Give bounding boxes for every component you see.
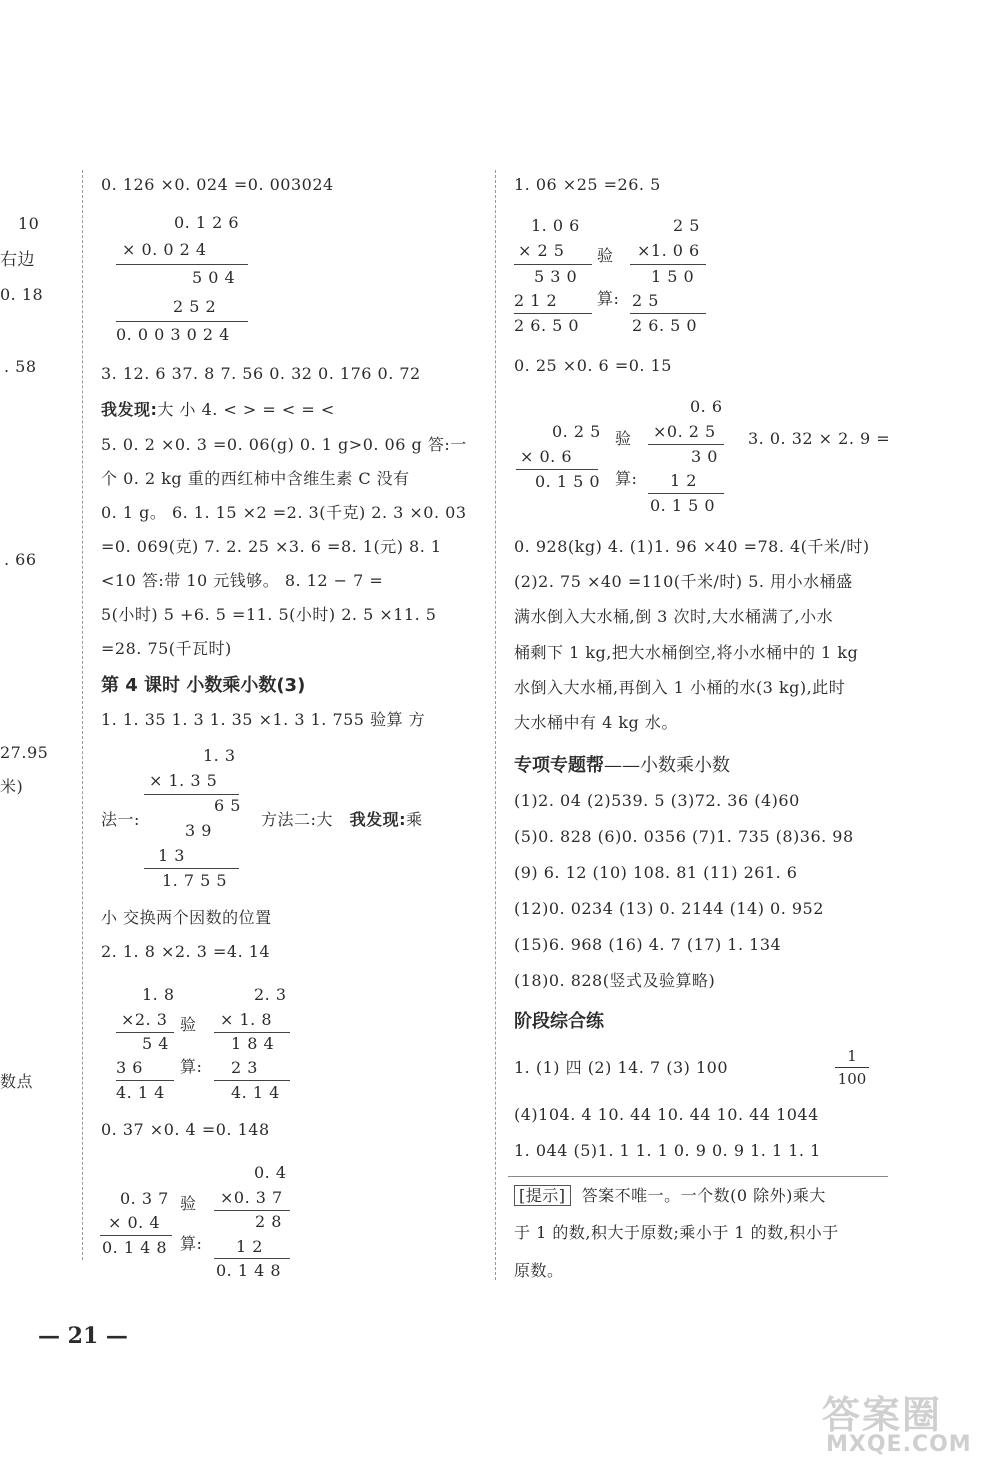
heading-sub: ——小数乘小数 <box>604 755 730 776</box>
vertical-calc-line: 1. 0 6 <box>531 216 580 235</box>
calc-rule <box>116 321 248 322</box>
answer-line: (1)2. 04 (2)539. 5 (3)72. 36 (4)60 <box>514 791 800 810</box>
answer-line: <10 答:带 10 元钱够。 8. 12 − 7 = <box>101 571 384 590</box>
vertical-calc-line: × 0. 4 <box>108 1213 161 1232</box>
answer-line: 水倒入大水桶,再倒入 1 小桶的水(3 kg),此时 <box>514 678 846 697</box>
vertical-calc-line: 0. 1 4 8 <box>216 1261 282 1280</box>
answer-line: 5(小时) 5 +6. 5 =11. 5(小时) 2. 5 ×11. 5 <box>101 605 437 624</box>
vertical-calc-line: 1. 7 5 5 <box>162 871 228 890</box>
vertical-calc-line: 5 0 4 <box>192 268 236 287</box>
page-number: — 21 — <box>38 1323 128 1349</box>
calc-rule <box>116 264 248 265</box>
vertical-calc-line: 2 8 <box>255 1212 282 1231</box>
equation: 0. 25 ×0. 6 =0. 15 <box>514 356 672 375</box>
vertical-calc-line: 3 6 <box>116 1058 143 1077</box>
watermark-logo: 答案圈 <box>822 1393 943 1437</box>
answer-line: 个 0. 2 kg 重的西红柿中含维生素 C 没有 <box>101 469 410 488</box>
fraction-numerator: 1 <box>847 1047 857 1065</box>
vertical-calc-line: × 0. 6 <box>520 447 573 466</box>
calc-rule <box>514 313 592 314</box>
answer-line: 1. 1. 35 1. 3 1. 35 ×1. 3 1. 755 验算 方 <box>101 710 426 729</box>
discovery-label: 我发现: <box>101 400 158 419</box>
vertical-calc-line: 0. 3 7 <box>120 1189 169 1208</box>
margin-text: . 66 <box>4 550 37 569</box>
vertical-calc-line: × 0. 0 2 4 <box>122 240 207 259</box>
tip-line: 原数。 <box>514 1261 564 1280</box>
calc-rule <box>630 264 706 265</box>
answer-line: (18)0. 828(竖式及验算略) <box>514 971 716 990</box>
vertical-calc-line: 1. 3 <box>203 746 236 765</box>
fraction-bar <box>835 1067 869 1068</box>
margin-text: 10 <box>18 214 40 233</box>
answer-line: 0. 928(kg) 4. (1)1. 96 ×40 =78. 4(千米/时) <box>514 537 870 556</box>
vertical-calc-line: 1 5 0 <box>651 267 695 286</box>
answer-line: 5. 0. 2 ×0. 3 =0. 06(g) 0. 1 g>0. 06 g 答:一 <box>101 435 467 454</box>
check-label: 算: <box>597 289 620 308</box>
calc-rule <box>648 493 724 494</box>
check-label: 算: <box>180 1234 203 1253</box>
answer-line: 大水桶中有 4 kg 水。 <box>514 713 678 732</box>
tip-text: 答案不唯一。一个数(0 除外)乘大 <box>581 1186 826 1205</box>
vertical-calc-line: 0. 2 5 <box>552 422 601 441</box>
vertical-calc-line: 2 6. 5 0 <box>632 316 698 335</box>
tip-line <box>514 1185 826 1207</box>
section-heading: 阶段综合练 <box>514 1011 604 1032</box>
vertical-calc-line: 1 8 4 <box>231 1034 275 1053</box>
fraction-denominator: 100 <box>837 1070 867 1088</box>
tip-label: [提示] <box>514 1185 571 1206</box>
vertical-calc-line: 3 9 <box>185 821 212 840</box>
vertical-calc-line: 1 2 <box>670 471 697 490</box>
calc-rule <box>116 1080 174 1081</box>
margin-text: 右边 <box>0 250 35 270</box>
vertical-calc-line: ×0. 3 7 <box>220 1188 283 1207</box>
answer-line: =28. 75(千瓦时) <box>101 639 232 658</box>
calc-rule <box>100 1235 172 1236</box>
vertical-calc-line: 3 0 <box>691 447 718 466</box>
answer-line: (15)6. 968 (16) 4. 7 (17) 1. 134 <box>514 935 782 954</box>
margin-text: 27.95 <box>0 743 49 762</box>
answer-line: 0. 1 g。 6. 1. 15 ×2 =2. 3(千克) 2. 3 ×0. 03 <box>101 503 467 522</box>
vertical-calc-line: 2 5 <box>632 291 659 310</box>
answer-line: (5)0. 828 (6)0. 0356 (7)1. 735 (8)36. 98 <box>514 827 854 846</box>
vertical-calc-line: 4. 1 4 <box>116 1083 165 1102</box>
vertical-calc-line: 1 2 <box>236 1237 263 1256</box>
vertical-calc-line: × 1. 3 5 <box>149 771 218 790</box>
calc-rule <box>214 1258 290 1259</box>
answer-line: 1. 044 (5)1. 1 1. 1 0. 9 0. 9 1. 1 1. 1 <box>514 1141 821 1160</box>
calc-rule <box>516 469 598 470</box>
answer-line: (12)0. 0234 (13) 0. 2144 (14) 0. 952 <box>514 899 824 918</box>
watermark-url: MXQE.COM <box>826 1432 972 1457</box>
answer-line: 3. 12. 6 37. 8 7. 56 0. 32 0. 176 0. 72 <box>101 364 421 383</box>
column-divider <box>82 170 83 1260</box>
vertical-calc-line: 0. 4 <box>254 1163 287 1182</box>
answer-line: 3. 0. 32 × 2. 9 = <box>748 429 891 448</box>
calc-rule <box>214 1080 290 1081</box>
margin-text: . 58 <box>4 357 37 376</box>
vertical-calc-line: 5 4 <box>142 1034 169 1053</box>
answer-text: 大 小 4. < > = < = < <box>157 400 335 419</box>
equation: 0. 37 ×0. 4 =0. 148 <box>101 1120 270 1139</box>
vertical-calc-line: × 2 5 <box>518 241 565 260</box>
check-label: 验 <box>180 1015 197 1034</box>
answer-line: 满水倒入大水桶,倒 3 次时,大水桶满了,小水 <box>514 607 834 626</box>
margin-text: 数点 <box>0 1072 34 1091</box>
check-label: 验 <box>180 1194 197 1213</box>
answer-line: (2)2. 75 ×40 =110(千米/时) 5. 用小水桶盛 <box>514 572 853 591</box>
tip-divider <box>508 1176 888 1177</box>
calc-rule <box>630 313 706 314</box>
fraction <box>835 1046 869 1089</box>
answer-line: 小 交换两个因数的位置 <box>101 908 272 927</box>
vertical-calc-line: 6 5 <box>214 796 241 815</box>
equation: 1. 06 ×25 =26. 5 <box>514 175 661 194</box>
vertical-calc-line: 1. 8 <box>142 985 175 1004</box>
vertical-calc-line: ×0. 2 5 <box>653 422 716 441</box>
vertical-calc-line: 2 3 <box>231 1058 258 1077</box>
check-label: 验 <box>597 246 614 265</box>
discovery-label: 我发现: <box>349 810 407 829</box>
vertical-calc-line: 0. 6 <box>690 397 723 416</box>
answer-text: 方法二:大 <box>261 810 333 829</box>
margin-text: 米) <box>0 777 24 796</box>
margin-text: 0. 18 <box>0 285 44 304</box>
vertical-calc-line: 1 3 <box>158 846 185 865</box>
vertical-calc-line: 5 3 0 <box>534 267 578 286</box>
vertical-calc-line: 0. 1 5 0 <box>535 472 601 491</box>
vertical-calc-line: ×2. 3 <box>121 1010 168 1029</box>
vertical-calc-line: 2 6. 5 0 <box>514 316 580 335</box>
vertical-calc-line: 2 5 <box>673 216 700 235</box>
check-label: 算: <box>180 1057 203 1076</box>
tip-line: 于 1 的数,积大于原数;乘小于 1 的数,积小于 <box>514 1223 839 1242</box>
vertical-calc-line: × 1. 8 <box>220 1010 273 1029</box>
vertical-calc-line: 2 5 2 <box>173 297 217 316</box>
equation: 2. 1. 8 ×2. 3 =4. 14 <box>101 942 271 961</box>
answer-line <box>261 809 423 831</box>
check-label: 验 <box>615 429 632 448</box>
vertical-calc-line: 0. 1 5 0 <box>650 496 716 515</box>
answer-line: =0. 069(克) 7. 2. 25 ×3. 6 =8. 1(元) 8. 1 <box>101 537 442 556</box>
answer-line: (4)104. 4 10. 44 10. 44 10. 44 1044 <box>514 1105 819 1124</box>
check-label: 算: <box>615 469 638 488</box>
answer-line: 法一: <box>101 810 140 829</box>
calc-rule <box>144 868 239 869</box>
vertical-calc-line: 4. 1 4 <box>231 1083 280 1102</box>
section-heading <box>514 754 730 778</box>
vertical-calc-line: 0. 1 4 8 <box>102 1238 168 1257</box>
vertical-calc-line: 0. 1 2 6 <box>174 213 240 232</box>
vertical-calc-line: 0. 0 0 3 0 2 4 <box>116 325 230 344</box>
answer-line: (9) 6. 12 (10) 108. 81 (11) 261. 6 <box>514 863 798 882</box>
column-divider <box>495 170 496 1280</box>
calc-rule <box>648 444 724 445</box>
answer-line: 桶剩下 1 kg,把大水桶倒空,将小水桶中的 1 kg <box>514 643 859 662</box>
vertical-calc-line: ×1. 0 6 <box>637 241 700 260</box>
calc-rule <box>514 264 592 265</box>
heading-bold: 专项专题帮 <box>514 755 604 776</box>
vertical-calc-line: 2. 3 <box>254 985 287 1004</box>
equation: 0. 126 ×0. 024 =0. 003024 <box>101 175 334 194</box>
vertical-calc-line: 2 1 2 <box>514 291 558 310</box>
answer-line: 1. (1) 四 (2) 14. 7 (3) 100 <box>514 1058 729 1077</box>
answer-text: 乘 <box>406 810 423 829</box>
section-heading: 第 4 课时 小数乘小数(3) <box>101 675 306 696</box>
answer-line <box>101 399 335 421</box>
